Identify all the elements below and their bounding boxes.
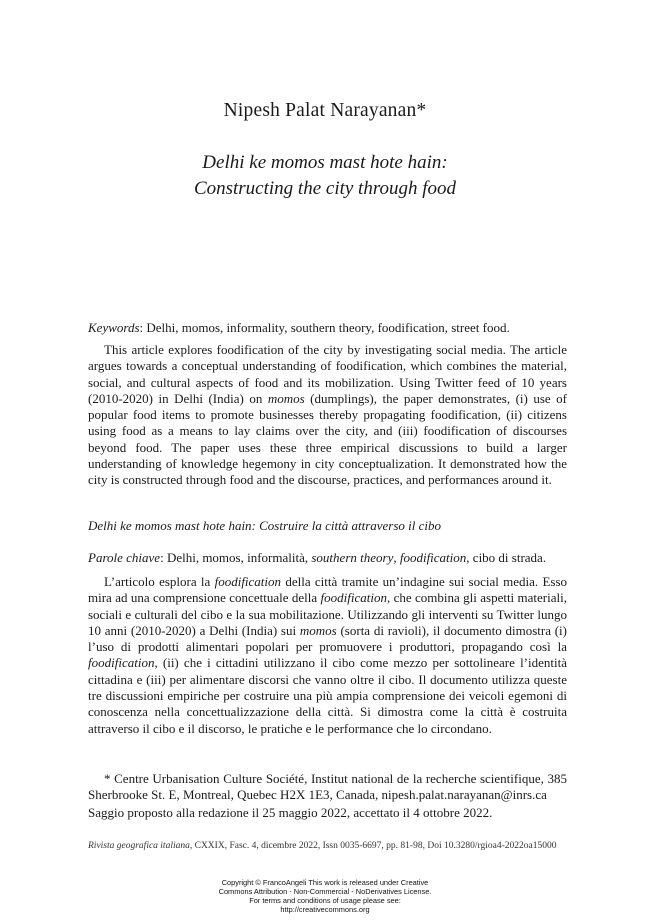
keywords-it (88, 550, 567, 566)
author-footnote: * Centre Urbanisation Culture Société, Institut national de la recherche scientifique, 385 Sherbrooke St. E, Montreal, Quebec H2X 1E3, Canada, nipesh.palat.narayanan@inrs.ca (88, 771, 567, 803)
abstract-it-text-e: , (ii) che i cittadini utilizzano il cibo come mezzo per sottolineare l’identità cittadina e (iii) per alimentare discorsi che vanno oltre il cibo. Il documento utilizza queste tre discussioni empiriche per costruire una più ampia comprensione dei veicoli egemoni di conoscenza nella concettualizzazione della città. Si dimostra come la città è costruita attraverso il cibo e il discorso, le pratiche e le performance che lo circondano. (88, 655, 567, 736)
article-title (0, 150, 650, 202)
abstract-it-em-2: foodification (320, 590, 387, 606)
keywords-it-em-2: foodification (399, 550, 467, 565)
journal-name: Rivista geografica italiana (88, 841, 190, 851)
abstract-it-text-a: L’articolo esplora la (104, 574, 215, 589)
keywords-it-text-2: , cibo di strada. (466, 550, 547, 565)
copyright-line: Commons Attribution - Non-Commercial - NoDerivatives License. (218, 887, 432, 896)
abstract-it-em-1: foodification (214, 574, 282, 589)
abstract-it-text-d: (sorta di ravioli), il documento dimostra (i) l’uso di prodotti alimentari popolari per promuovere i produttori, propagando così la (88, 622, 567, 655)
abstract-en-text: This article explores foodification of the city by investigating social media. The article argues towards a conceptual understanding of foodification, which combines the material, social, and cultural aspects of food and its mobilization. Using Twitter feed of 10 years (2010-2020) in Delhi (India) on (88, 342, 567, 406)
abstract-en (88, 342, 567, 489)
copyright-link[interactable]: http://creativecommons.org (280, 905, 370, 914)
keywords-en (88, 320, 567, 336)
abstract-en-text-2: (dumplings), the paper demonstrates, (i) use of popular food items to promote businesses thereby propagating foodification, (ii) citizens using food as a means to lay claims over the city, and (iii) foodification of discourses beyond food. The paper uses these three empirical discussions to build a larger understanding of knowledge hegemony in city conceptualization. It demonstrated how the city is constructed through food and the discourse, practices, and performances around it. (88, 390, 567, 488)
copyright-line: Copyright © FrancoAngeli This work is released under Creative (221, 878, 429, 887)
copyright-line: For terms and conditions of usage please see: (249, 896, 401, 905)
abstract-it-em-3: momos (299, 622, 337, 638)
keywords-it-em-1: southern theory (311, 550, 394, 565)
keywords-it-label: Parole chiave (88, 550, 161, 565)
submission-dates: Saggio proposto alla redazione il 25 maggio 2022, accettato il 4 ottobre 2022. (88, 805, 493, 820)
journal-details: , CXXIX, Fasc. 4, dicembre 2022, Issn 0035-6697, pp. 81-98, Doi 10.3280/rgioa4-2022oa15000 (189, 841, 557, 851)
title-line-2: Constructing the city through food (193, 178, 457, 199)
abstract-en-emphasis: momos (267, 390, 305, 406)
author-name: Nipesh Palat Narayanan* (223, 100, 427, 121)
journal-citation (88, 841, 567, 851)
title-line-1: Delhi ke momos mast hote hain: (202, 152, 448, 173)
abstract-it-text-b: della città tramite un’indagine sui social media. Esso mira ad una comprensione concettuale della (88, 574, 568, 606)
keywords-it-text: : Delhi, momos, informalità, (160, 550, 312, 565)
keywords-it-sep: , (393, 550, 400, 565)
abstract-it-text-c: , che combina gli aspetti materiali, sociali e culturali del cibo e la sua mobilitazione. Utilizzando gli interventi su Twitter lungo 10 anni (2010-2020) a Delhi (India) sui (88, 590, 567, 638)
copyright-notice (0, 878, 650, 914)
keywords-text: : Delhi, momos, informality, southern theory, foodification, street food. (139, 320, 510, 335)
keywords-label: Keywords (88, 320, 140, 335)
abstract-it-em-4: foodification (88, 655, 155, 671)
italian-title: Delhi ke momos mast hote hain: Costruire la città attraverso il cibo (88, 518, 442, 533)
abstract-it (88, 574, 567, 737)
